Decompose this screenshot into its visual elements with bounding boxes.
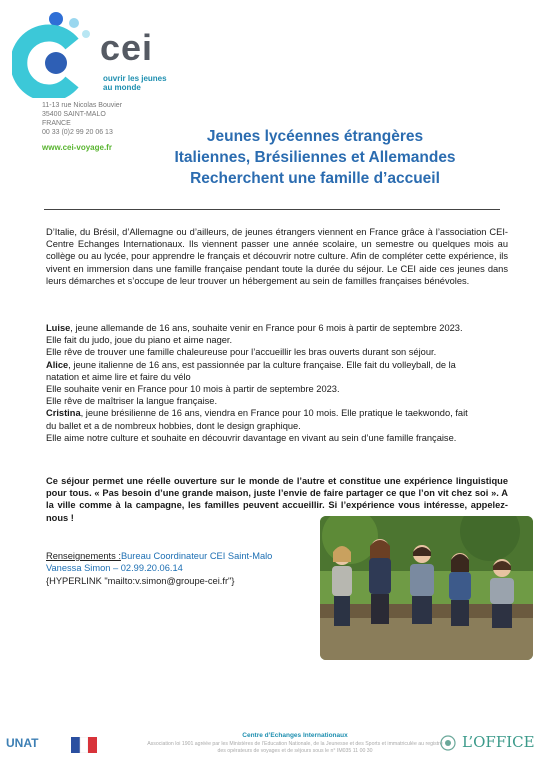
contact-office: Bureau Coordinateur CEI Saint-Malo: [120, 551, 273, 561]
address-line: 35400 SAINT-MALO: [42, 111, 106, 118]
profile-alice-line: Alice, jeune italienne de 16 ans, est passionnée par la culture française. Elle fait du volleyball, de la: [46, 359, 456, 370]
profiles-section: [46, 322, 508, 444]
cei-tagline: ouvrir les jeunes au monde: [103, 74, 167, 92]
profile-line: du ballet et a de nombreux hobbies, dont le design graphique.: [46, 420, 301, 431]
address-block: [42, 101, 162, 137]
contact-line: [46, 550, 272, 562]
french-republic-flag-icon: [71, 737, 97, 753]
address-line: FRANCE: [42, 120, 71, 127]
profile-line: Elle fait du judo, joue du piano et aime nager.: [46, 335, 233, 346]
contact-block: [46, 550, 272, 587]
headline-line: Jeunes lycéennes étrangères: [206, 128, 424, 145]
address-phone: 00 33 (0)2 99 20 06 13: [42, 129, 113, 136]
profile-luise-line: Luise, jeune allemande de 16 ans, souhaite venir en France pour 6 mois à partir de septembre 2023.: [46, 323, 463, 333]
office-logo: L’OFFICE: [462, 733, 535, 751]
profile-name: Cristina: [46, 408, 81, 419]
divider: [44, 209, 500, 210]
seal-icon: [440, 735, 456, 751]
contact-label: Renseignements :: [46, 551, 121, 561]
profile-cristina-line: Cristina, jeune brésilienne de 16 ans, viendra en France pour 10 mois. Elle pratique le taekwondo, fait: [46, 408, 468, 419]
profile-line: natation et aime lire et faire du vélo: [46, 371, 191, 382]
headline: [150, 126, 480, 189]
intro-paragraph: D’Italie, du Brésil, d’Allemagne ou d’ailleurs, de jeunes étrangers viennent en France grâce à l’association CEI-Centre Echanges Internationaux. Ils viennent passer une année scolaire, un semestre ou quelques mois au collège ou au lycée, pour apprendre le français et découvrir notre culture. Afin de compléter cette expérience, ils vivent en immersion dans une famille française pendant toute la durée du séjour. Le CEI aide ces jeunes dans leurs démarches et s’occupe de leur trouver un hébergement au sein de familles françaises bénévoles.: [46, 227, 508, 286]
profile-name: Alice: [46, 359, 69, 370]
footer-legal-text: Association loi 1901 agréée par les Ministères de l’Education Nationale, de la Jeunesse et des Sports et immatriculée au registre des opérateurs de voyages et de séjours sous le n° IM035 11 00 30: [147, 741, 443, 754]
cei-logo-mark: [12, 10, 102, 98]
unat-logo: UNAT: [6, 736, 39, 750]
contact-person: Vanessa Simon – 02.99.20.06.14: [46, 563, 183, 574]
headline-line: Recherchent une famille d’accueil: [190, 170, 440, 187]
footer-org-name: Centre d’Echanges Internationaux: [242, 732, 348, 739]
contact-email-link[interactable]: {HYPERLINK "mailto:v.simon@groupe-cei.fr"}: [46, 575, 235, 586]
profile-line: Elle rêve de trouver une famille chaleureuse pour l’accueillir les bras ouverts durant son séjour.: [46, 347, 437, 358]
cei-wordmark: cei: [100, 27, 154, 68]
profile-line: Elle aime notre culture et souhaite en découvrir davantage en vivant au sein d’une famille française.: [46, 432, 457, 443]
profile-line: Elle rêve de maîtriser la langue française.: [46, 396, 218, 407]
closing-paragraph: Ce séjour permet une réelle ouverture sur le monde de l’autre et constitue une expérience linguistique pour tous. « Pas besoin d’une grande maison, juste l’envie de faire partager ce que l’on vit chez soi ». A la ville comme à la campagne, les familles peuvent accueillir. Si l’expérience vous intéresse, appelez-nous !: [46, 476, 508, 523]
address-line: 11-13 rue Nicolas Bouvier: [42, 102, 123, 109]
profile-name: Luise: [46, 323, 71, 333]
website-link[interactable]: www.cei-voyage.fr: [42, 143, 112, 152]
students-photo: [320, 516, 533, 660]
headline-line: Italiennes, Brésiliennes et Allemandes: [174, 149, 456, 166]
profile-line: Elle souhaite venir en France pour 10 mois à partir de septembre 2023.: [46, 384, 340, 395]
